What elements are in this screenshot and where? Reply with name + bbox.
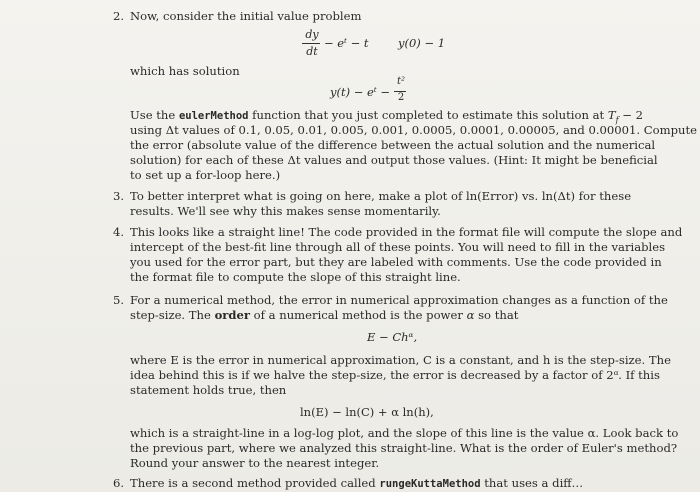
runge-kutta-code: rungeKuttaMethod xyxy=(379,478,481,490)
ode-numerator: dy xyxy=(305,28,319,41)
log-equation: ln(E) − ln(C) + α ln(h), xyxy=(300,405,434,419)
solution-numerator: t² xyxy=(396,76,406,87)
order-equation: E − Chᵅ, xyxy=(367,330,418,344)
item2-line-3: the error (absolute value of the difference between the actual solution and the numerical xyxy=(130,138,656,152)
item4-line-2: intercept of the best-fit line through all of these points. You will need to fill in the variables xyxy=(130,240,666,254)
item-number: 6. xyxy=(113,476,125,490)
item-number: 5. xyxy=(113,293,125,307)
item5-line-4: idea behind this is if we halve the step-size, the error is decreased by a factor of 2ᵅ. If this xyxy=(130,368,660,382)
item5-line-8: Round your answer to the nearest integer. xyxy=(130,456,380,470)
item2-line-5: to set up a for-loop here.) xyxy=(130,168,281,182)
item-number: 4. xyxy=(113,225,125,239)
item3-line-1: To better interpret what is going on here, make a plot of ln(Error) vs. ln(Δt) for these xyxy=(130,189,632,203)
item2-line-1: Use the eulerMethod function that you just completed to estimate this solution at $T_f - 2$ xyxy=(130,108,644,125)
item5-line-3: where E is the error in numerical approximation, C is a constant, and h is the step-size. The xyxy=(130,353,671,367)
item2-intro: Now, consider the initial value problem xyxy=(130,9,362,23)
ode-rhs: − eᵗ − t xyxy=(324,36,369,50)
solution-lhs: y(t) − eᵗ − xyxy=(330,85,390,99)
ode-denominator: dt xyxy=(306,45,318,58)
which-has-solution: which has solution xyxy=(130,64,240,78)
item4-line-4: the format file to compute the slope of this straight line. xyxy=(130,270,461,284)
item2-line-2: using Δt values of 0.1, 0.05, 0.01, 0.005, 0.001, 0.0005, 0.0001, 0.00005, and 0.00001. Compute xyxy=(130,123,698,137)
item5-line-7: the previous part, where we analyzed this straight-line. What is the order of Euler's method? xyxy=(130,441,678,455)
item5-line-5: statement holds true, then xyxy=(130,383,287,397)
item6-text-start: There is a second method provided called xyxy=(130,476,376,490)
item-number: 2. xyxy=(113,9,125,23)
fraction-bar xyxy=(302,43,320,44)
item3-line-2: results. We'll see why this makes sense momentarily. xyxy=(130,204,441,218)
item-number: 3. xyxy=(113,189,125,203)
item4-line-1: This looks like a straight line! The code provided in the format file will compute the slope and xyxy=(130,225,683,239)
item2-line-4: solution) for each of these Δt values and output those values. (Hint: It might be beneficial xyxy=(130,153,658,167)
item5-line-1: For a numerical method, the error in numerical approximation changes as a function of the xyxy=(130,293,668,307)
item6-text-end: that uses a diff… xyxy=(484,476,584,490)
initial-condition: y(0) − 1 xyxy=(398,36,446,50)
solution-denominator: 2 xyxy=(397,92,405,103)
item5-line-2: step-size. The order of a numerical method is the power α so that xyxy=(130,308,519,322)
item5-line-6: which is a straight-line in a log-log plot, and the slope of this line is the value α. Look back to xyxy=(130,426,679,440)
item6-line-1 xyxy=(130,476,583,491)
item4-line-3: you used for the error part, but they are labeled with comments. Use the code provided in xyxy=(130,255,662,269)
